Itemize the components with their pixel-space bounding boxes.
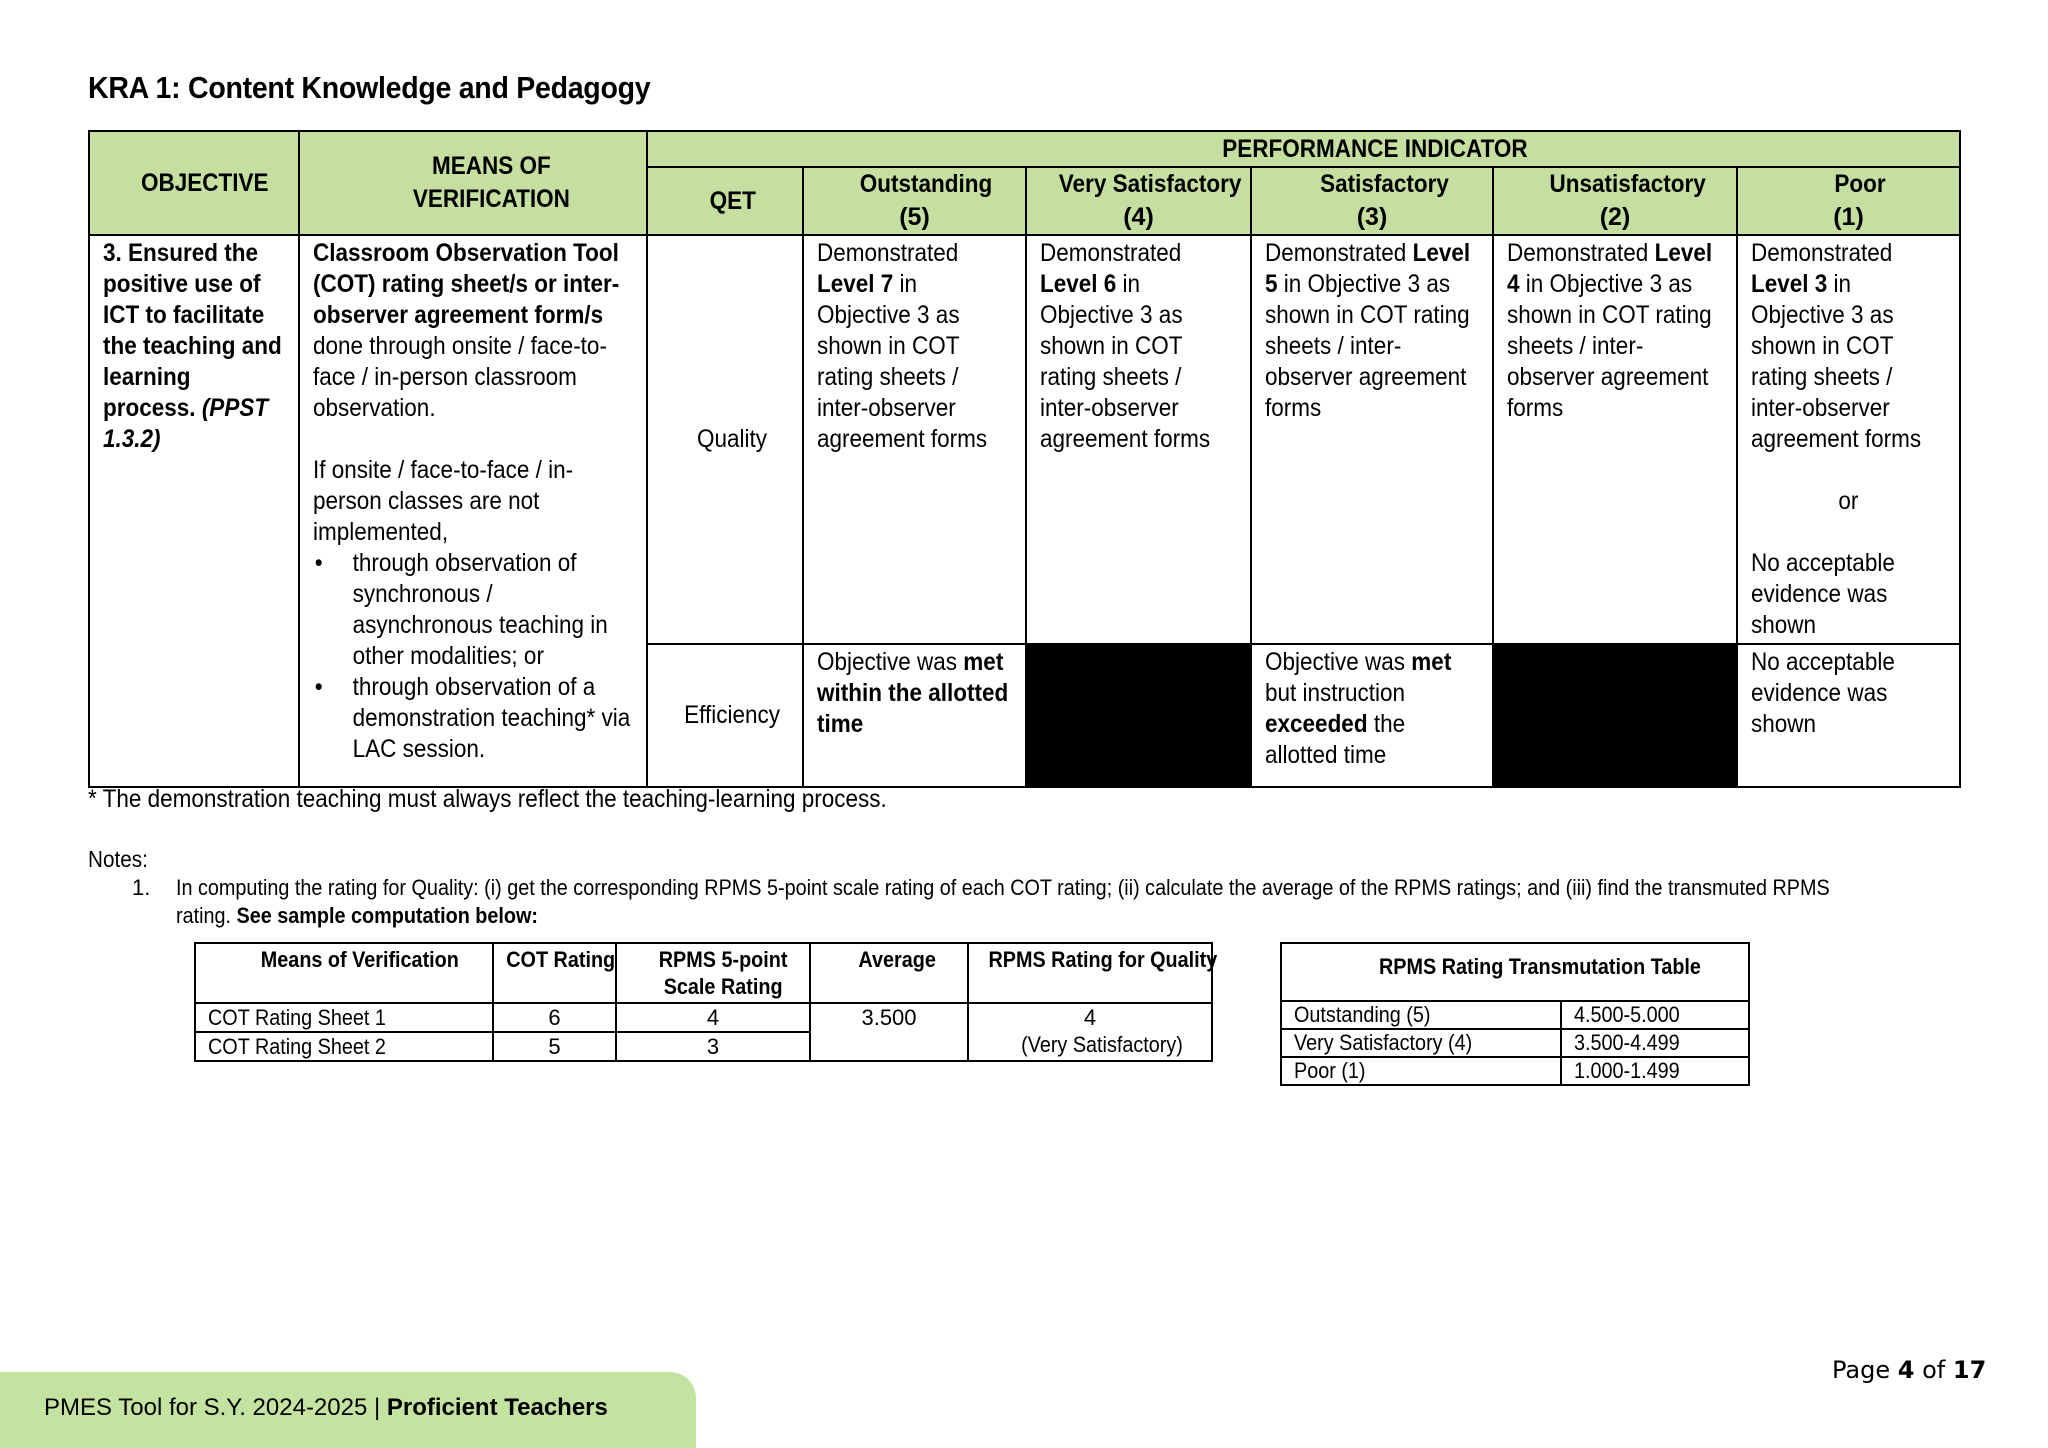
list-item: • through observation of a demonstration teaching* via LAC session. <box>313 672 633 765</box>
header-very-satisfactory: Very Satisfactory (4) <box>1026 167 1251 235</box>
qet-efficiency-label: Efficiency <box>647 644 803 787</box>
table-row <box>1281 1057 1749 1085</box>
efficiency-unsatisfactory-blacked-out <box>1493 644 1737 787</box>
sample-cell-average: 3.500 <box>810 1003 968 1061</box>
footnote: * The demonstration teaching must always reflect the teaching-learning process. <box>88 785 887 813</box>
table-row <box>195 1003 1212 1032</box>
list-item: • through observation of synchronous / asynchronous teaching in other modalities; or <box>313 548 633 672</box>
efficiency-satisfactory: Objective was met but instruction exceeded the allotted time <box>1251 644 1493 787</box>
table-row <box>1281 1029 1749 1057</box>
page-number: Page 4 of 17 <box>1832 1356 1987 1384</box>
sample-header-rating-quality: RPMS Rating for Quality <box>968 943 1212 1003</box>
sample-cell-rating: 4 (Very Satisfactory) <box>968 1003 1212 1061</box>
transmutation-range: 3.500-4.499 <box>1561 1029 1749 1057</box>
performance-indicator-table <box>88 130 1961 788</box>
header-satisfactory: Satisfactory (3) <box>1251 167 1493 235</box>
header-unsatisfactory: Unsatisfactory (2) <box>1493 167 1737 235</box>
sample-cell-mov: COT Rating Sheet 2 <box>195 1032 493 1061</box>
sample-header-cot-rating: COT Rating <box>493 943 616 1003</box>
objective-cell: 3. Ensured the positive use of ICT to facilitate the teaching and learning process. (PPST 1.3.2) <box>89 235 299 787</box>
transmutation-label: Very Satisfactory (4) <box>1281 1029 1561 1057</box>
sample-computation-table <box>194 942 1218 1062</box>
transmutation-table <box>1280 942 1750 1086</box>
verification-options-list <box>313 548 633 765</box>
quality-unsatisfactory: Demonstrated Level 4 in Objective 3 as shown in COT rating sheets / inter-observer agreement forms <box>1493 235 1737 644</box>
header-outstanding: Outstanding (5) <box>803 167 1026 235</box>
sample-cell-rpms: 3 <box>616 1032 810 1061</box>
transmutation-range: 4.500-5.000 <box>1561 1001 1749 1029</box>
header-qet: QET <box>647 167 803 235</box>
header-performance-indicator: PERFORMANCE INDICATOR <box>647 131 1960 167</box>
efficiency-poor: No acceptable evidence was shown <box>1737 644 1960 787</box>
quality-very-satisfactory: Demonstrated Level 6 in Objective 3 as shown in COT rating sheets / inter-observer agreement forms <box>1026 235 1251 644</box>
note-number: 1. <box>132 875 151 900</box>
table-row <box>1281 1001 1749 1029</box>
header-objective: OBJECTIVE <box>89 131 299 235</box>
sample-cell-mov: COT Rating Sheet 1 <box>195 1003 493 1032</box>
header-poor: Poor (1) <box>1737 167 1960 235</box>
quality-outstanding: Demonstrated Level 7 in Objective 3 as shown in COT rating sheets / inter-observer agreement forms <box>803 235 1026 644</box>
kra-title: KRA 1: Content Knowledge and Pedagogy <box>88 70 651 105</box>
efficiency-outstanding: Objective was met within the allotted time <box>803 644 1026 787</box>
means-of-verification-cell: Classroom Observation Tool (COT) rating sheet/s or inter-observer agreement form/s done through onsite / face-to- face / in-person classroom observation. If onsite / face-to-face / in-person classes are not implemented, • through observation of synchronous / asynchronous teaching in other modalities; or • through observation of a demonstration teaching* via LAC session. <box>299 235 647 787</box>
sample-header-mov: Means of Verification <box>195 943 493 1003</box>
footer-bar <box>0 1372 696 1448</box>
sample-header-average: Average <box>810 943 968 1003</box>
sample-header-rpms-scale: RPMS 5-point Scale Rating <box>616 943 810 1003</box>
sample-cell-cot: 5 <box>493 1032 616 1061</box>
quality-poor: Demonstrated Level 3 in Objective 3 as shown in COT rating sheets / inter-observer agreement forms or No acceptable evidence was shown <box>1737 235 1960 644</box>
note-text: In computing the rating for Quality: (i) get the corresponding RPMS 5-point scale rating of each COT rating; (ii) calculate the average of the RPMS ratings; and (iii) find the transmuted RPMS rating. See sample computation below: <box>176 875 1830 928</box>
notes-label: Notes: <box>88 846 148 872</box>
sample-cell-rpms: 4 <box>616 1003 810 1032</box>
quality-satisfactory: Demonstrated Level 5 in Objective 3 as shown in COT rating sheets / inter-observer agreement forms <box>1251 235 1493 644</box>
transmutation-range: 1.000-1.499 <box>1561 1057 1749 1085</box>
efficiency-very-satisfactory-blacked-out <box>1026 644 1251 787</box>
qet-quality-label: Quality <box>647 235 803 644</box>
footer-text: PMES Tool for S.Y. 2024-2025 | Proficient Teachers <box>44 1394 608 1421</box>
header-means-of-verification: MEANS OF VERIFICATION <box>299 131 647 235</box>
transmutation-label: Poor (1) <box>1281 1057 1561 1085</box>
transmutation-label: Outstanding (5) <box>1281 1001 1561 1029</box>
sample-cell-cot: 6 <box>493 1003 616 1032</box>
transmutation-title: RPMS Rating Transmutation Table <box>1281 943 1749 1001</box>
